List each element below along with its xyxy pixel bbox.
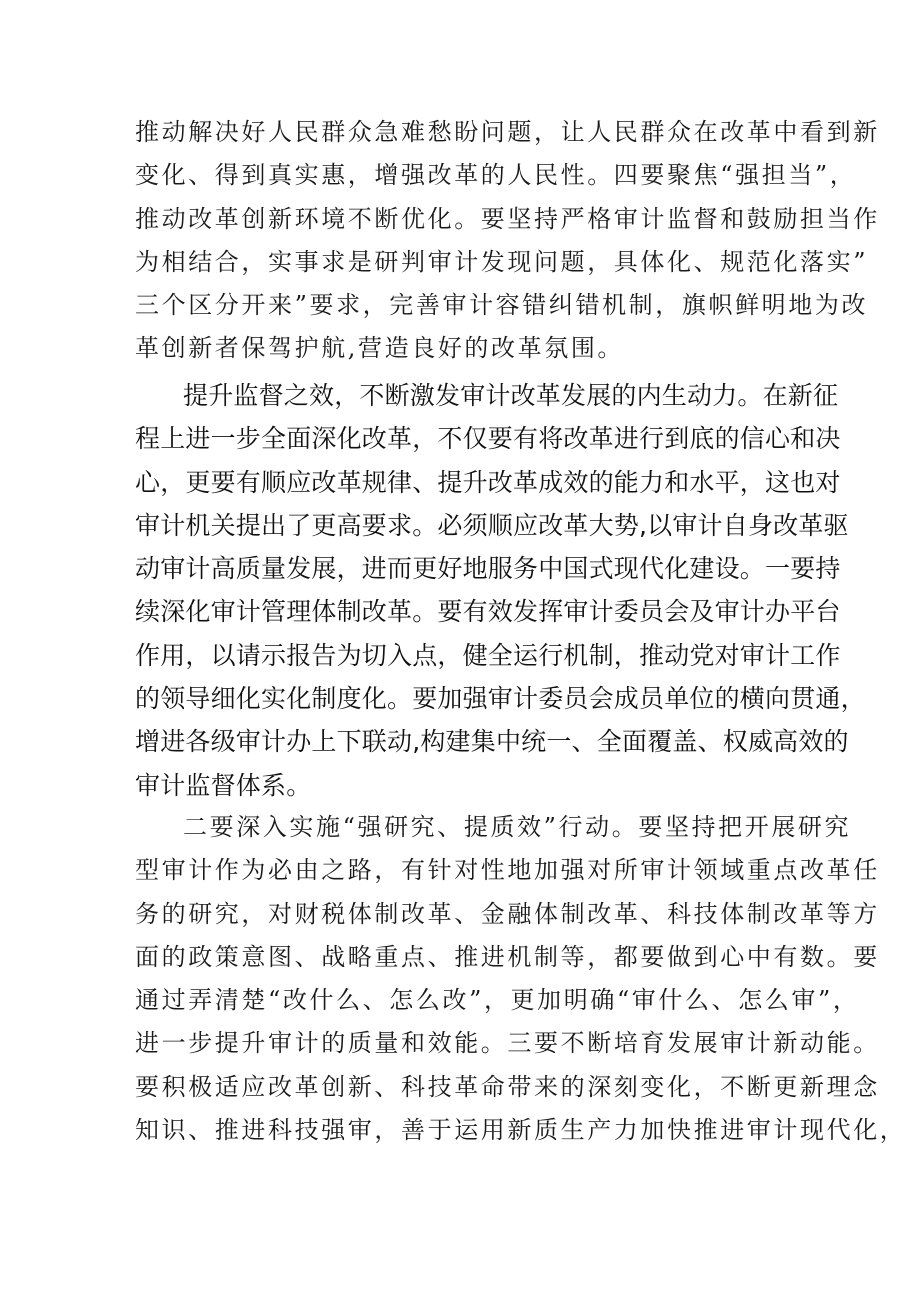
paragraph-3-line-7: 要积极适应改革创新、科技革命带来的深刻变化，不断更新理念 bbox=[135, 1072, 880, 1101]
paragraph-3 bbox=[135, 806, 907, 1152]
paragraph-2-line-10: 审计监督体系。 bbox=[135, 770, 312, 800]
paragraph-3-line-5: 通过弄清楚“改什么、怎么改”，更加明确“审什么、怎么审”， bbox=[135, 986, 860, 1015]
paragraph-3-line-2: 型审计作为必由之路，有针对性地加强对所审计领域重点改革任 bbox=[135, 856, 880, 885]
paragraph-2-line-6: 续深化审计管理体制改革。要有效发挥审计委员会及审计办平台 bbox=[135, 597, 841, 627]
paragraph-2 bbox=[135, 374, 866, 807]
paragraph-3-line-4: 面的政策意图、战略重点、推进机制等，都要做到心中有数。要 bbox=[135, 942, 880, 971]
paragraph-2-line-5: 动审计高质量发展，进而更好地服务中国式现代化建设。一要持 bbox=[135, 554, 841, 584]
paragraph-3-line-6: 进一步提升审计的质量和效能。三要不断培育发展审计新动能。 bbox=[135, 1029, 880, 1058]
paragraph-1 bbox=[135, 111, 880, 371]
paragraph-1-line-3: 推动改革创新环境不断优化。要坚持严格审计监督和鼓励担当作 bbox=[135, 204, 880, 233]
paragraph-3-line-3: 务的研究，对财税体制改革、金融体制改革、科技体制改革等方 bbox=[135, 899, 880, 928]
paragraph-1-line-2: 变化、得到真实惠，增强改革的人民性。四要聚焦“强担当”， bbox=[135, 161, 857, 190]
paragraph-2-line-7: 作用，以请示报告为切入点，健全运行机制，推动党对审计工作 bbox=[135, 640, 841, 670]
paragraph-1-line-1: 推动解决好人民群众急难愁盼问题，让人民群众在改革中看到新 bbox=[135, 118, 880, 146]
paragraph-3-line-1: 二要深入实施“强研究、提质效”行动。要坚持把开展研究 bbox=[183, 813, 852, 841]
paragraph-1-line-6: 革创新者保驾护航,营造良好的改革氛围。 bbox=[135, 334, 625, 363]
paragraph-3-line-8: 知识、推进科技强审，善于运用新质生产力加快推进审计现代化， bbox=[135, 1116, 907, 1145]
paragraph-2-line-4: 审计机关提出了更高要求。必须顺应改革大势,以审计自身改革驱 bbox=[135, 510, 849, 540]
paragraph-2-line-2: 程上进一步全面深化改革，不仅要有将改革进行到底的信心和决 bbox=[135, 424, 841, 454]
paragraph-2-line-9: 增进各级审计办上下联动,构建集中统一、全面覆盖、权威高效的 bbox=[135, 727, 849, 757]
paragraph-1-line-4: 为相结合，实事求是研判审计发现问题，具体化、规范化落实” bbox=[135, 247, 869, 276]
paragraph-1-line-5: 三个区分开来”要求，完善审计容错纠错机制，旗帜鲜明地为改 bbox=[135, 291, 869, 320]
paragraph-2-line-1: 提升监督之效，不断激发审计改革发展的内生动力。在新征 bbox=[183, 381, 839, 410]
paragraph-2-line-8: 的领导细化实化制度化。要加强审计委员会成员单位的横向贯通， bbox=[135, 684, 866, 714]
paragraph-2-line-3: 心，更要有顺应改革规律、提升改革成效的能力和水平，这也对 bbox=[135, 467, 841, 497]
